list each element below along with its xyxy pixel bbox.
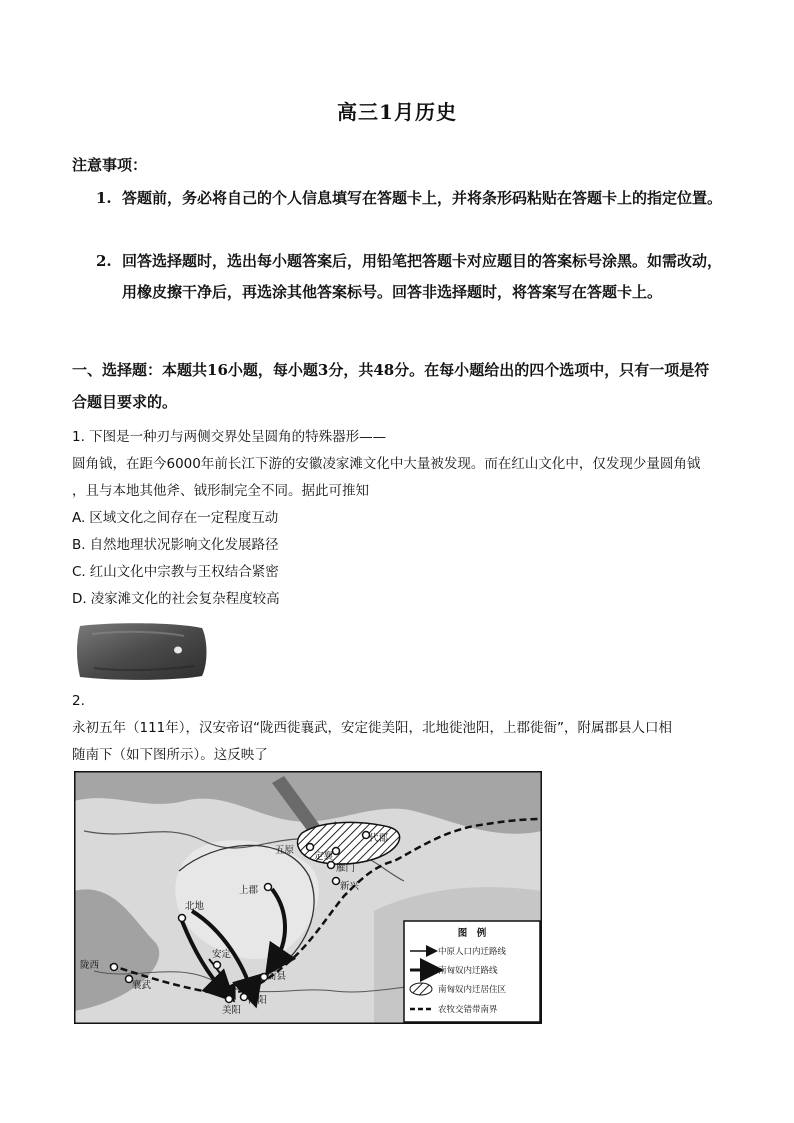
label-xiangwu: 襄武	[132, 980, 152, 991]
question-1-line-1: 1. 下图是一种刃与两侧交界处呈圆角的特殊器形——	[72, 429, 387, 445]
option-b[interactable]	[72, 532, 279, 559]
label-shangjun: 上郡	[239, 885, 259, 896]
page-title: 高三1月历史	[337, 100, 457, 124]
round-axe-image	[74, 620, 210, 682]
label-xinxing: 新兴	[340, 881, 360, 892]
label-anding: 安定	[212, 949, 232, 960]
option-a[interactable]	[72, 505, 278, 532]
section-heading: 一、选择题：本题共16小题，每小题3分，共48分。在每小题给出的四个选项中，只有一项是符合题目要求的。	[72, 361, 710, 411]
legend-item-3: 南匈奴内迁居住区	[438, 985, 507, 995]
label-meiyang: 美阳	[222, 1005, 242, 1016]
option-text: 凌家滩文化的社会复杂程度较高	[90, 591, 280, 607]
option-text: 自然地理状况影响文化发展路径	[89, 537, 279, 553]
option-label: C.	[72, 564, 86, 580]
notice-heading: 注意事项：	[72, 156, 148, 174]
option-label: B.	[72, 537, 86, 553]
legend-item-1: 中原人口内迁路线	[438, 947, 507, 957]
notice-item-1	[96, 183, 724, 214]
map-legend	[404, 921, 540, 1022]
label-longxi: 陇西	[80, 960, 100, 971]
label-wuyuan: 五原	[275, 845, 295, 856]
notice-item-2	[96, 246, 724, 308]
label-dai: 代郡	[369, 833, 389, 844]
question-1-line-3: ，且与本地其他斧、钺形制完全不同。据此可推知	[72, 483, 369, 499]
question-2-number: 2.	[72, 693, 85, 709]
notice-item-number: 2.	[96, 252, 112, 270]
option-text: 区域文化之间存在一定程度互动	[89, 510, 279, 526]
label-chiyang: 池阳	[248, 995, 268, 1006]
notice-item-number: 1.	[96, 189, 112, 207]
option-d[interactable]	[72, 586, 280, 613]
question-2-line-2: 随南下（如下图所示）。这反映了	[72, 747, 268, 763]
label-yanmen: 雁门	[336, 863, 356, 874]
legend-area-icon	[410, 983, 432, 995]
question-2-line-1: 永初五年（111年），汉安帝诏“陇西徙襄武，安定徙美阳，北地徙池阳，上郡徙衙”，附属郡县人口相	[72, 720, 673, 736]
legend-title: 图 例	[457, 928, 487, 939]
question-1-line-2: 圆角钺，在距今6000年前长江下游的安徽凌家滩文化中大量被发现。而在红山文化中，仅发现少量圆角钺	[72, 456, 701, 472]
option-label: A.	[72, 510, 86, 526]
option-c[interactable]	[72, 559, 279, 586]
notice-item-text: 回答选择题时，选出每小题答案后，用铅笔把答题卡对应题目的答案标号涂黑。如需改动，用橡皮擦干净后，再选涂其他答案标号。回答非选择题时，将答案写在答题卡上。	[122, 252, 723, 301]
notice-item-text: 答题前，务必将自己的个人信息填写在答题卡上，并将条形码粘贴在答题卡上的指定位置。	[122, 189, 723, 207]
label-dingxiang: 定襄	[314, 851, 334, 862]
option-text: 红山文化中宗教与王权结合紧密	[89, 564, 279, 580]
legend-item-2: 南匈奴内迁路线	[438, 966, 498, 976]
option-label: D.	[72, 591, 87, 607]
migration-map	[74, 771, 542, 1024]
label-beidi: 北地	[185, 901, 205, 912]
label-ya: 衙县	[267, 971, 287, 982]
legend-item-4: 农牧交错带南界	[438, 1005, 498, 1015]
